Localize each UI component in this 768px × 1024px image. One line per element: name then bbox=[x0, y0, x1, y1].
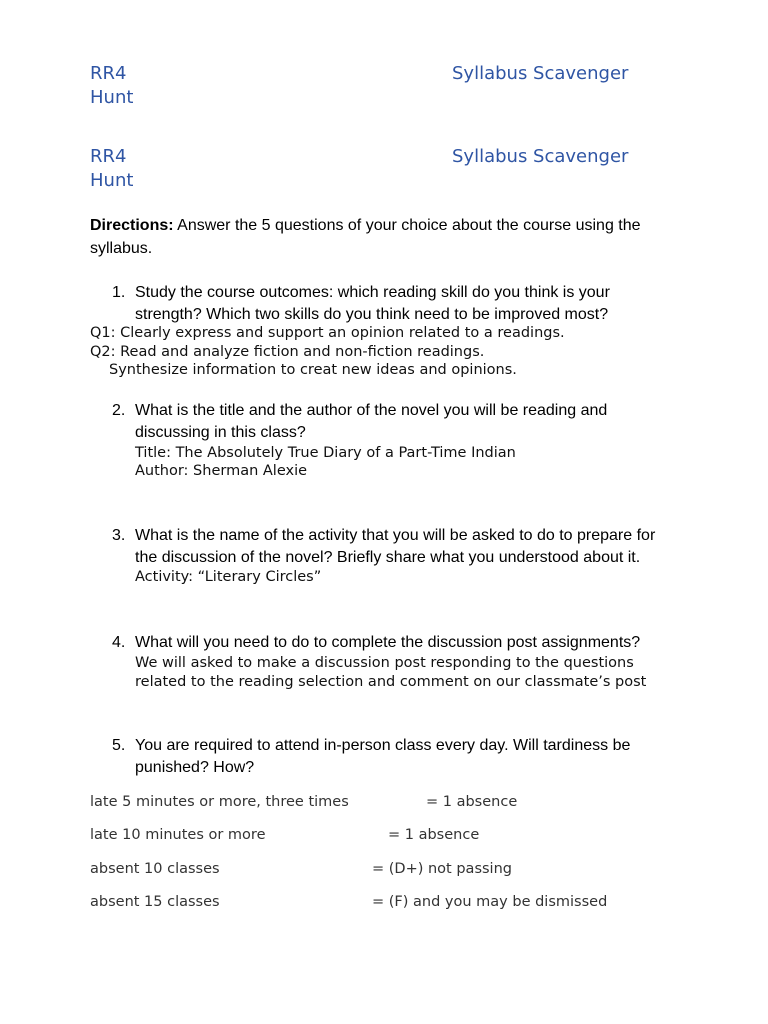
answer-line: related to the reading selection and comment on our classmate’s post bbox=[135, 674, 647, 690]
rule-condition: absent 15 classes bbox=[90, 894, 220, 910]
question-number: 2. bbox=[112, 402, 126, 419]
rule-result: = 1 absence bbox=[426, 794, 518, 810]
question-number: 3. bbox=[112, 527, 126, 544]
header-title-wrap: Hunt bbox=[90, 170, 134, 191]
answer-line: Synthesize information to creat new ideas and opinions. bbox=[109, 362, 517, 378]
answer-line: Title: The Absolutely True Diary of a Part-Time Indian bbox=[135, 445, 516, 461]
tardiness-rule-row bbox=[90, 894, 690, 914]
question-text: What is the title and the author of the novel you will be reading and discussing in this class? bbox=[135, 402, 608, 441]
rule-condition: absent 10 classes bbox=[90, 861, 220, 877]
rule-condition: late 5 minutes or more, three times bbox=[90, 794, 349, 810]
answer-line: Q2: Read and analyze fiction and non-fiction readings. bbox=[90, 344, 485, 360]
rule-result: = (F) and you may be dismissed bbox=[372, 894, 608, 910]
question-number: 5. bbox=[112, 737, 126, 754]
question-2 bbox=[112, 400, 682, 444]
tardiness-rule-row bbox=[90, 827, 690, 847]
directions-paragraph bbox=[90, 214, 680, 260]
answer-line: Q1: Clearly express and support an opinion related to a readings. bbox=[90, 325, 565, 341]
header-title-wrap: Hunt bbox=[90, 87, 134, 108]
question-text: You are required to attend in-person class every day. Will tardiness be punished? How? bbox=[135, 737, 631, 776]
header-course-code: RR4 bbox=[90, 63, 127, 84]
directions-label: Directions: bbox=[90, 217, 174, 234]
answer-line: Activity: “Literary Circles” bbox=[135, 569, 322, 585]
header-title: Syllabus Scavenger bbox=[452, 63, 629, 84]
question-3 bbox=[112, 525, 682, 569]
answer-line: Author: Sherman Alexie bbox=[135, 463, 308, 479]
document-header bbox=[90, 62, 690, 112]
rule-result: = (D+) not passing bbox=[372, 861, 512, 877]
question-1 bbox=[112, 282, 682, 326]
document-header-repeat bbox=[90, 145, 690, 195]
answer-line: We will asked to make a discussion post responding to the questions bbox=[135, 655, 634, 671]
question-number: 1. bbox=[112, 284, 126, 301]
question-number: 4. bbox=[112, 634, 126, 651]
question-4 bbox=[112, 632, 682, 654]
header-course-code: RR4 bbox=[90, 146, 127, 167]
rule-condition: late 10 minutes or more bbox=[90, 827, 266, 843]
question-5 bbox=[112, 735, 682, 779]
directions-text: Answer the 5 questions of your choice about the course using the syllabus. bbox=[90, 217, 641, 257]
tardiness-rule-row bbox=[90, 794, 690, 814]
question-text: What is the name of the activity that you will be asked to do to prepare for the discussion of the novel? Briefly share what you understood about it. bbox=[135, 527, 656, 566]
question-text: Study the course outcomes: which reading skill do you think is your strength? Which two skills do you think need to be improved most? bbox=[135, 284, 610, 323]
header-title: Syllabus Scavenger bbox=[452, 146, 629, 167]
rule-result: = 1 absence bbox=[388, 827, 480, 843]
tardiness-rule-row bbox=[90, 861, 690, 881]
question-text: What will you need to do to complete the discussion post assignments? bbox=[135, 634, 641, 651]
